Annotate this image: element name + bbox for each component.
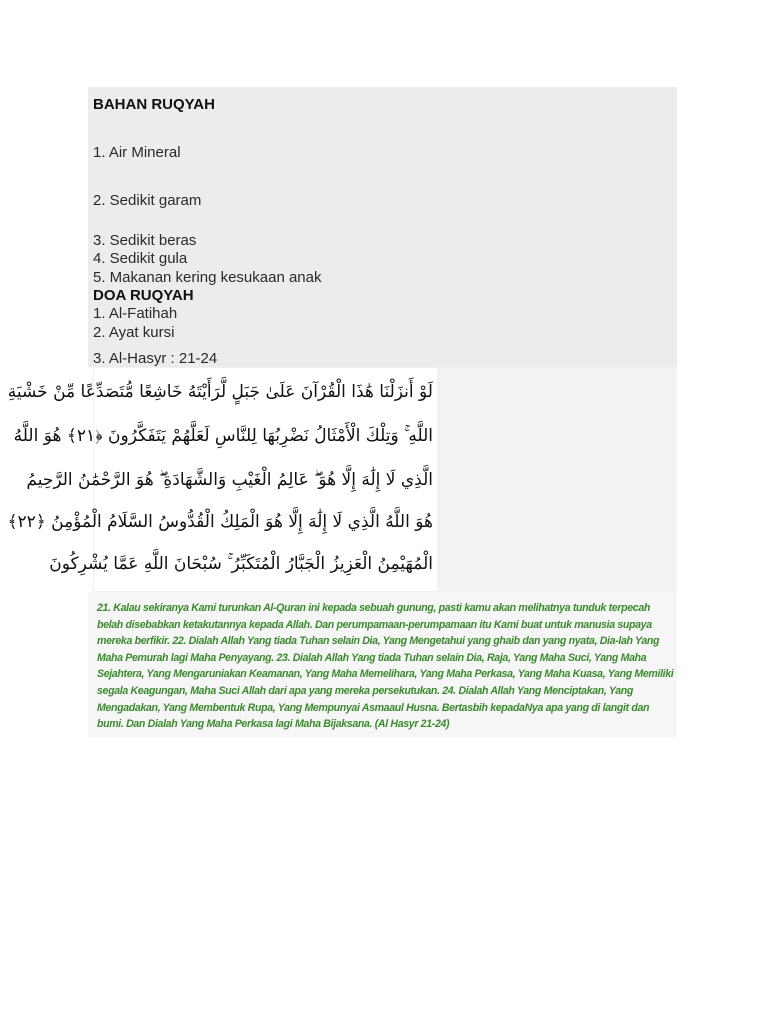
- arabic-verses-image: [7, 367, 438, 592]
- arabic-line-1: لَوْ أَنزَلْنَا هَٰذَا الْقُرْآنَ عَلَىٰ جَبَلٍ لَّرَأَيْتَهُ خَاشِعًا مُّتَصَدِّعًا مِّنْ خَشْيَةِ: [7, 382, 433, 402]
- bahan-item-5: 5. Makanan kering kesukaan anak: [93, 269, 322, 286]
- doa-ruqyah-heading: DOA RUQYAH: [93, 287, 194, 304]
- bahan-ruqyah-heading: BAHAN RUQYAH: [93, 96, 215, 113]
- doa-item-2: 2. Ayat kursi: [93, 324, 175, 341]
- arabic-line-5: الْمُهَيْمِنُ الْعَزِيزُ الْجَبَّارُ الْمُتَكَبِّرُ ۚ سُبْحَانَ اللَّهِ عَمَّا يُشْرِكُونَ: [49, 554, 433, 574]
- bahan-item-2: 2. Sedikit garam: [93, 192, 202, 209]
- arabic-line-4: هُوَ اللَّهُ الَّذِي لَا إِلَٰهَ إِلَّا هُوَ الْمَلِكُ الْقُدُّوسُ السَّلَامُ الْمُؤْمِنُ ﴿٢٢﴾: [7, 512, 433, 532]
- doa-item-1: 1. Al-Fatihah: [93, 305, 178, 322]
- bahan-item-3: 3. Sedikit beras: [93, 232, 197, 249]
- arabic-line-3: الَّذِي لَا إِلَٰهَ إِلَّا هُوَ ۖ عَالِمُ الْغَيْبِ وَالشَّهَادَةِ ۖ هُوَ الرَّحْمَٰنُ الرَّحِيمُ: [26, 470, 433, 490]
- translation-text: 21. Kalau sekiranya Kami turunkan Al-Quran ini kepada sebuah gunung, pasti kamu akan melihatnya tunduk terpecah belah disebabkan ketakutannya kepada Allah. Dan perumpamaan-perumpamaan itu Kami buat untuk manusia supaya mereka berfikir. 22. Dialah Allah Yang tiada Tuhan selain Dia, Yang Mengetahui yang ghaib dan yang nyata, Dia-lah Yang Maha Pemurah lagi Maha Penyayang. 23. Dialah Allah Yang tiada Tuhan selain Dia, Raja, Yang Maha Suci, Yang Maha Sejahtera, Yang Mengaruniakan Keamanan, Yang Maha Memelihara, Yang Maha Perkasa, Yang Maha Kuasa, Yang Memiliki segala Keagungan, Maha Suci Allah dari apa yang mereka persekutukan. 24. Dialah Allah Yang Menciptakan, Yang Mengadakan, Yang Membentuk Rupa, Yang Mempunyai Asmaaul Husna. Bertasbih kepadaNya apa yang di langit dan bumi. Dan Dialah Yang Maha Perkasa lagi Maha Bijaksana. (Al Hasyr 21-24): [97, 602, 674, 731]
- bahan-item-1: 1. Air Mineral: [93, 144, 181, 161]
- content-panel: [88, 87, 677, 367]
- doa-item-3: 3. Al-Hasyr : 21-24: [93, 350, 218, 367]
- arabic-line-2: اللَّهِ ۚ وَتِلْكَ الْأَمْثَالُ نَضْرِبُهَا لِلنَّاسِ لَعَلَّهُمْ يَتَفَكَّرُونَ ﴿٢١﴾ هُوَ اللَّهُ: [13, 426, 433, 446]
- arabic-side-strip: [438, 367, 677, 592]
- bahan-item-4: 4. Sedikit gula: [93, 250, 188, 267]
